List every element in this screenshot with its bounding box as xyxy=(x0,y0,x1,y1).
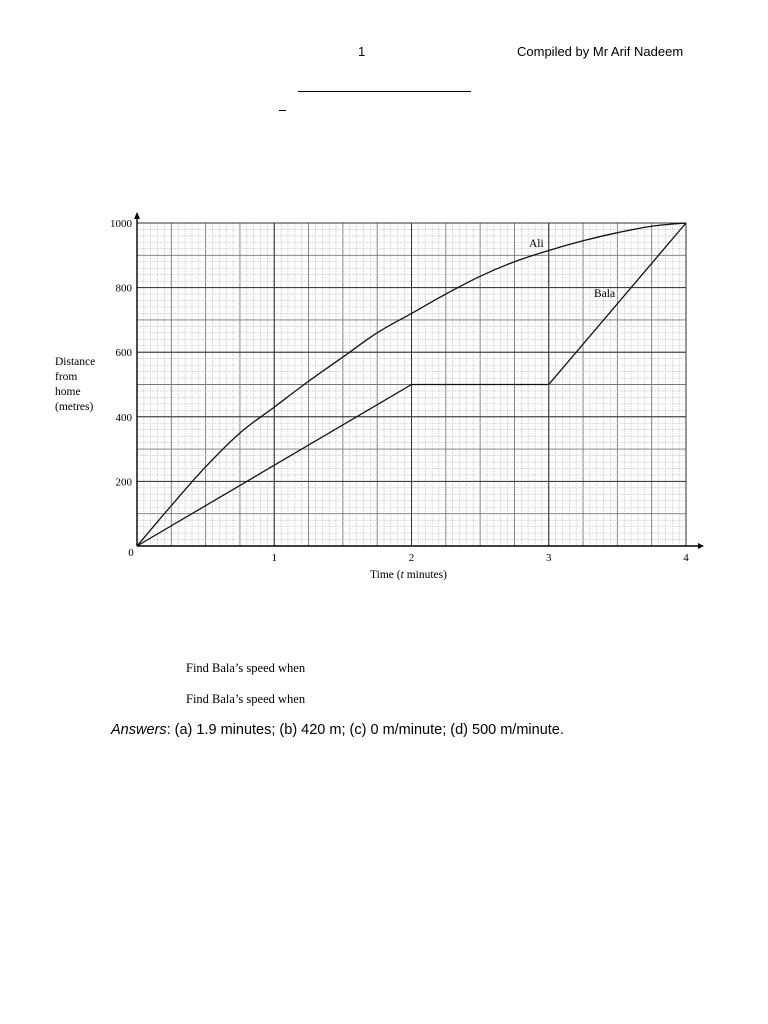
y-axis-title-line: Distance xyxy=(55,356,96,368)
y-tick-label: 1000 xyxy=(110,218,132,230)
y-axis-arrow xyxy=(134,212,140,219)
answers-text: : (a) 1.9 minutes; (b) 420 m; (c) 0 m/minute; (d) 500 m/minute. xyxy=(166,722,564,738)
title-underline xyxy=(298,91,471,92)
question-text: Find Bala’s speed when xyxy=(186,692,306,706)
x-tick-label: 3 xyxy=(546,552,552,564)
compiler-credit: Compiled by Mr Arif Nadeem xyxy=(517,44,684,59)
y-axis-title-line: (metres) xyxy=(55,401,94,413)
x-axis-arrow xyxy=(698,543,704,549)
distance-time-chart xyxy=(0,205,768,595)
y-tick-label: 800 xyxy=(115,282,132,295)
x-axis-title: Time (t minutes) xyxy=(370,569,447,581)
answers-line xyxy=(111,722,564,738)
y-axis-title-line: home xyxy=(55,386,81,398)
question-text: Find Bala’s speed when xyxy=(186,661,306,675)
y-tick-label: 600 xyxy=(115,347,132,360)
y-tick-label: 400 xyxy=(115,411,132,424)
x-tick-label: 2 xyxy=(408,552,415,564)
x-tick-label: 0 xyxy=(128,547,134,559)
series-label-bala: Bala xyxy=(594,288,616,300)
y-tick-label: 200 xyxy=(115,476,132,489)
dash-mark xyxy=(279,110,286,111)
page-number: 1 xyxy=(358,44,366,59)
answers-label: Answers xyxy=(111,722,167,738)
x-tick-label: 4 xyxy=(683,552,689,564)
x-tick-label: 1 xyxy=(271,552,277,564)
series-label-ali: Ali xyxy=(529,238,544,250)
chart-labels xyxy=(55,238,615,581)
y-axis-title-line: from xyxy=(55,371,78,383)
